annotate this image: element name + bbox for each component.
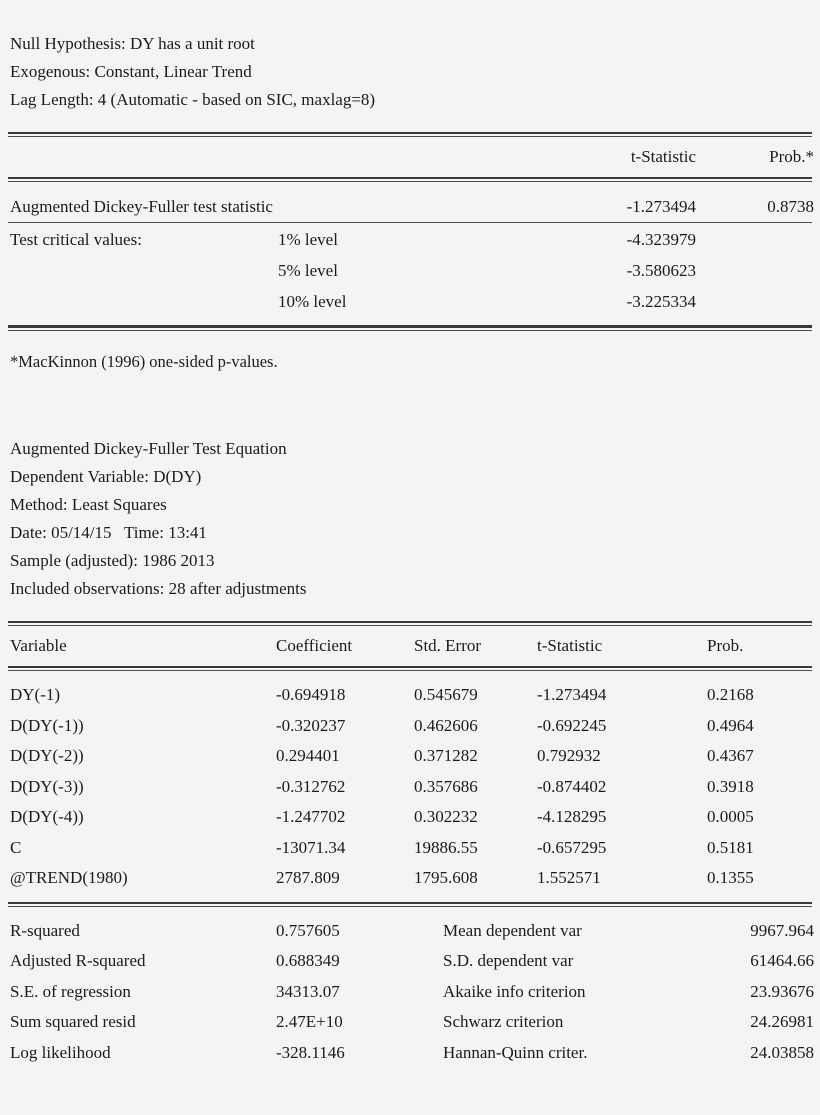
critical-value-amount: -4.323979 bbox=[626, 230, 696, 249]
critical-value-prob-blank bbox=[696, 255, 816, 286]
table-row bbox=[8, 1007, 816, 1038]
stat-left-label: S.E. of regression bbox=[10, 981, 131, 1001]
coef-coefficient: 0.294401 bbox=[276, 746, 340, 765]
stat-left-value: 0.688349 bbox=[276, 951, 340, 970]
coef-std-error: 0.545679 bbox=[414, 685, 478, 704]
adf-header-blank-2 bbox=[278, 137, 546, 177]
adf-statistic-label: Augmented Dickey-Fuller test statistic bbox=[10, 197, 273, 216]
adf-statistic-value: -1.273494 bbox=[626, 197, 696, 216]
coef-prob: 0.5181 bbox=[707, 837, 754, 857]
stat-right-value: 61464.66 bbox=[750, 951, 814, 970]
table-row bbox=[8, 680, 814, 711]
dependent-variable-line: Dependent Variable: D(DY) bbox=[10, 467, 202, 486]
adf-table-bottom-pad bbox=[8, 317, 812, 325]
coef-variable: D(DY(-3)) bbox=[10, 776, 84, 796]
stat-left-value: 34313.07 bbox=[276, 981, 340, 1001]
coef-variable: @TREND(1980) bbox=[10, 868, 128, 887]
critical-value-amount: -3.225334 bbox=[626, 292, 696, 311]
stat-right-value: 24.26981 bbox=[750, 1012, 814, 1031]
coef-std-error: 0.462606 bbox=[414, 715, 478, 735]
coef-coefficient: -13071.34 bbox=[276, 837, 346, 857]
stat-left-value: 2.47E+10 bbox=[276, 1012, 343, 1031]
coef-t-statistic: -4.128295 bbox=[537, 807, 607, 826]
critical-values-label-blank bbox=[8, 255, 278, 286]
coef-t-statistic: 0.792932 bbox=[537, 746, 601, 765]
mackinnon-footnote: *MacKinnon (1996) one-sided p-values. bbox=[10, 352, 278, 371]
stat-left-value: -328.1146 bbox=[276, 1042, 345, 1062]
stat-left-label: Sum squared resid bbox=[10, 1012, 136, 1031]
coef-coefficient: -0.694918 bbox=[276, 685, 346, 704]
adf-header-prob: Prob.* bbox=[769, 147, 814, 166]
equation-title: Augmented Dickey-Fuller Test Equation bbox=[10, 439, 287, 458]
coef-variable: D(DY(-2)) bbox=[10, 746, 84, 765]
table-row bbox=[8, 711, 814, 742]
stat-left-value: 0.757605 bbox=[276, 920, 340, 940]
coef-t-statistic: -0.692245 bbox=[537, 715, 607, 735]
equation-metadata-block bbox=[8, 435, 812, 603]
coef-prob: 0.1355 bbox=[707, 868, 754, 887]
critical-value-level: 1% level bbox=[278, 230, 338, 249]
coef-variable: D(DY(-4)) bbox=[10, 807, 84, 826]
adf-summary-table bbox=[8, 132, 812, 331]
coef-header-std-error: Std. Error bbox=[414, 636, 482, 655]
stat-left-label: Adjusted R-squared bbox=[10, 951, 146, 970]
table-row bbox=[8, 946, 816, 977]
lag-length-line: Lag Length: 4 (Automatic - based on SIC, maxlag=8) bbox=[10, 90, 376, 109]
coef-prob: 0.0005 bbox=[707, 807, 754, 826]
coef-coefficient: -1.247702 bbox=[276, 807, 346, 826]
spacer-before-adf-table bbox=[8, 114, 812, 132]
table-row bbox=[8, 977, 816, 1008]
adf-statistic-row bbox=[8, 191, 816, 222]
spacer-before-equation-meta bbox=[8, 375, 812, 435]
critical-value-row bbox=[8, 224, 816, 255]
coef-header-coefficient: Coefficient bbox=[276, 636, 353, 655]
stat-left-label: Log likelihood bbox=[10, 1042, 111, 1062]
adf-header-table bbox=[8, 137, 816, 177]
coef-header-variable: Variable bbox=[10, 636, 67, 655]
critical-value-row bbox=[8, 255, 816, 286]
coef-header-prob: Prob. bbox=[707, 636, 744, 655]
table-row bbox=[8, 833, 814, 864]
stat-right-label: Schwarz criterion bbox=[443, 1012, 564, 1031]
adf-statistic-spacer bbox=[278, 191, 546, 222]
coef-prob: 0.2168 bbox=[707, 685, 754, 704]
adf-header-row bbox=[8, 137, 816, 177]
coef-std-error: 0.357686 bbox=[414, 776, 478, 796]
critical-value-level: 5% level bbox=[278, 261, 338, 280]
adf-header-t-statistic: t-Statistic bbox=[630, 147, 696, 166]
coef-std-error: 19886.55 bbox=[414, 837, 478, 857]
adf-statistic-prob: 0.8738 bbox=[767, 197, 814, 216]
critical-value-amount: -3.580623 bbox=[626, 261, 696, 280]
method-line: Method: Least Squares bbox=[10, 495, 167, 514]
critical-value-prob-blank bbox=[696, 286, 816, 317]
coef-variable: C bbox=[10, 837, 22, 857]
null-hypothesis-line: Null Hypothesis: DY has a unit root bbox=[10, 34, 255, 53]
stat-right-value: 23.93676 bbox=[750, 981, 814, 1001]
adf-critical-values-table bbox=[8, 224, 816, 317]
coef-std-error: 1795.608 bbox=[414, 868, 478, 887]
critical-value-prob-blank bbox=[696, 224, 816, 255]
coef-body-top-pad bbox=[8, 671, 812, 680]
coef-std-error: 0.302232 bbox=[414, 807, 478, 826]
test-specification-block bbox=[8, 30, 812, 114]
table-row bbox=[8, 802, 814, 833]
coef-prob: 0.4964 bbox=[707, 715, 754, 735]
stat-right-value: 24.03858 bbox=[750, 1042, 814, 1062]
coef-coefficient: 2787.809 bbox=[276, 868, 340, 887]
sample-line: Sample (adjusted): 1986 2013 bbox=[10, 551, 215, 570]
coef-variable: D(DY(-1)) bbox=[10, 715, 84, 735]
stat-right-value: 9967.964 bbox=[750, 920, 814, 940]
stat-right-label: Mean dependent var bbox=[443, 920, 582, 940]
spacer-before-footnote bbox=[8, 331, 812, 349]
coef-variable: DY(-1) bbox=[10, 685, 61, 704]
coef-coefficient: -0.312762 bbox=[276, 776, 346, 796]
exogenous-line: Exogenous: Constant, Linear Trend bbox=[10, 62, 252, 81]
coef-t-statistic: -1.273494 bbox=[537, 685, 607, 704]
table-row bbox=[8, 772, 814, 803]
date-time-line: Date: 05/14/15 Time: 13:41 bbox=[10, 523, 207, 542]
table-row bbox=[8, 916, 816, 947]
coef-prob: 0.3918 bbox=[707, 776, 754, 796]
coef-header-row bbox=[8, 626, 814, 666]
coef-table-bottom-pad bbox=[8, 894, 812, 902]
stat-left-label: R-squared bbox=[10, 920, 80, 940]
stat-right-label: Hannan-Quinn criter. bbox=[443, 1042, 588, 1062]
stat-right-label: Akaike info criterion bbox=[443, 981, 586, 1001]
coef-t-statistic: 1.552571 bbox=[537, 868, 601, 887]
critical-values-label: Test critical values: bbox=[10, 230, 142, 249]
coef-header-table bbox=[8, 626, 814, 666]
coef-t-statistic: -0.874402 bbox=[537, 776, 607, 796]
coef-coefficient: -0.320237 bbox=[276, 715, 346, 735]
coef-header-t-statistic: t-Statistic bbox=[537, 636, 603, 655]
adf-header-blank-1 bbox=[8, 137, 278, 177]
table-row bbox=[8, 863, 814, 894]
critical-value-level: 10% level bbox=[278, 292, 347, 311]
adf-stat-row-pad bbox=[8, 182, 812, 191]
stat-right-label: S.D. dependent var bbox=[443, 951, 574, 970]
critical-values-label-blank bbox=[8, 286, 278, 317]
coef-prob: 0.4367 bbox=[707, 746, 754, 765]
coef-body-table bbox=[8, 680, 814, 894]
table-row bbox=[8, 741, 814, 772]
observations-line: Included observations: 28 after adjustments bbox=[10, 579, 307, 598]
summary-statistics-table bbox=[8, 916, 816, 1069]
adf-statistic-table bbox=[8, 191, 816, 222]
table-row bbox=[8, 1038, 816, 1069]
stats-top-pad bbox=[8, 907, 812, 916]
coef-std-error: 0.371282 bbox=[414, 746, 478, 765]
coefficient-table bbox=[8, 621, 812, 907]
critical-value-row bbox=[8, 286, 816, 317]
top-spacer bbox=[8, 0, 812, 30]
coef-t-statistic: -0.657295 bbox=[537, 837, 607, 857]
spacer-before-coef-table bbox=[8, 603, 812, 621]
